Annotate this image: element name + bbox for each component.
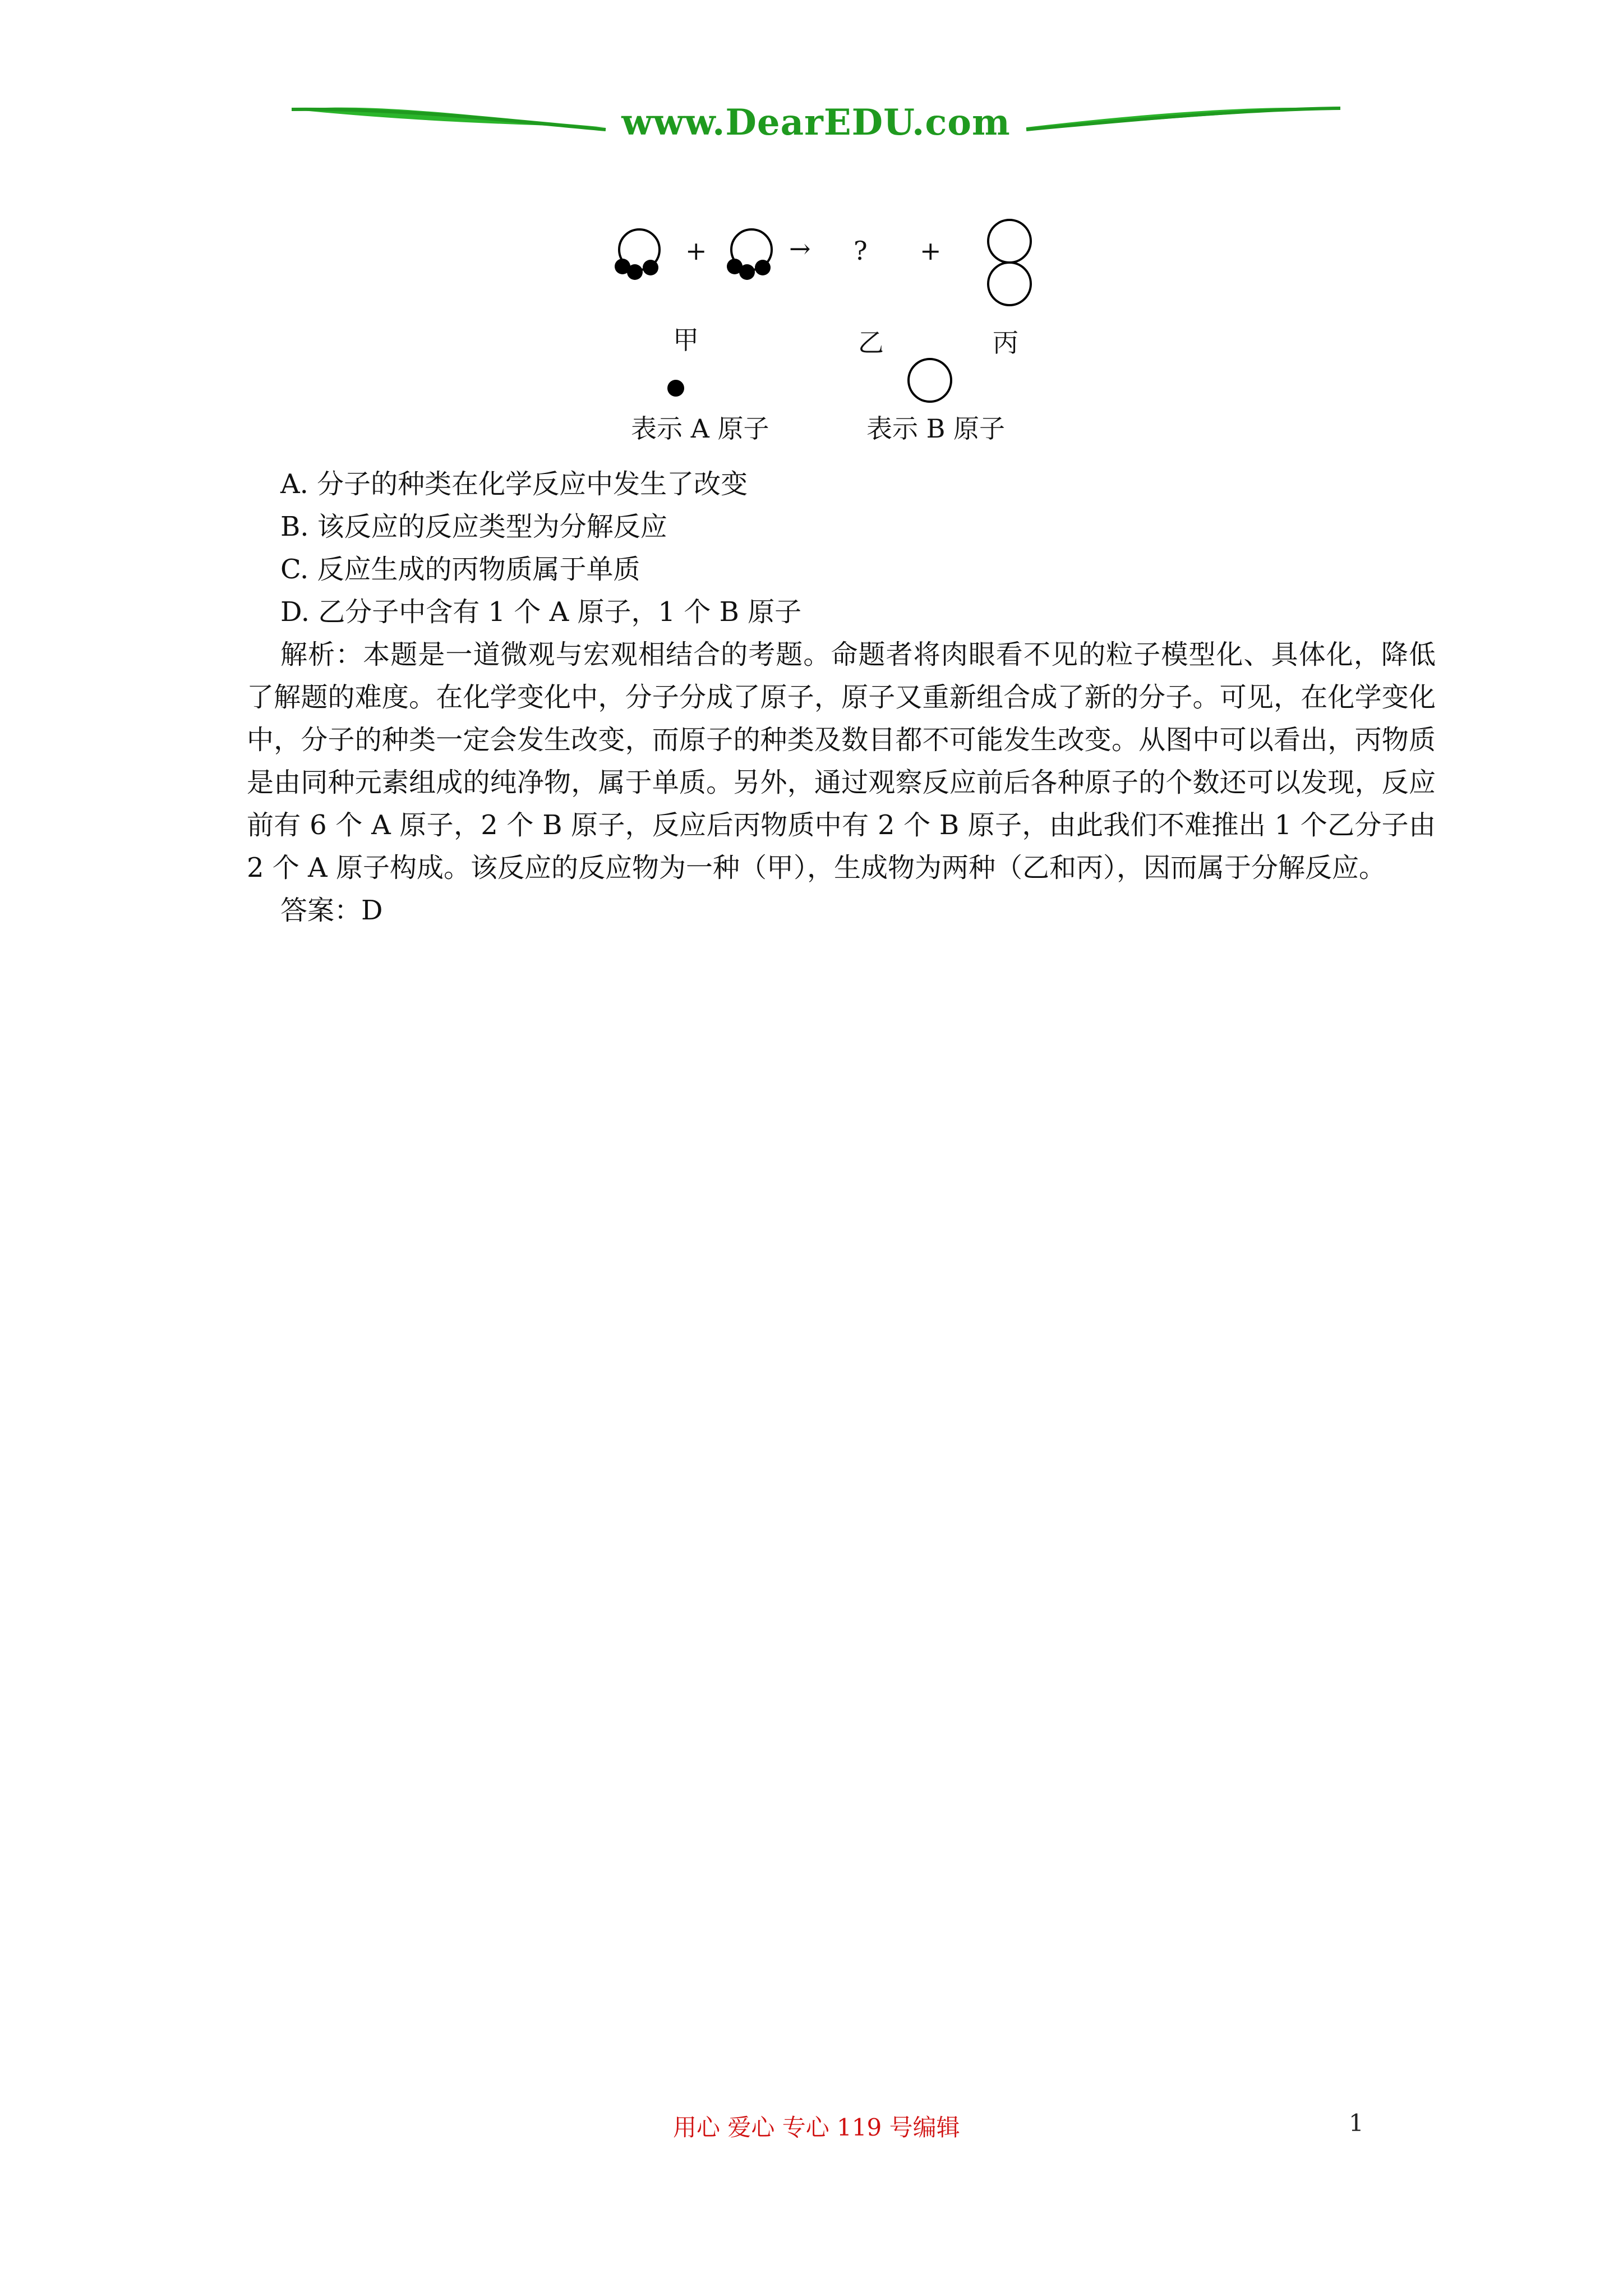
unknown-product: ?: [854, 236, 868, 266]
molecule-jia-2: [727, 229, 772, 280]
molecule-jia-1: [615, 229, 660, 280]
legend-b-text: 表示 B 原子: [866, 413, 1006, 444]
site-header: [292, 93, 1340, 154]
reaction-arrow: →: [789, 233, 811, 264]
site-brand: www.DearEDU.com: [621, 102, 1011, 144]
option-c: C. 反应生成的丙物质属于单质: [280, 554, 640, 585]
molecule-bing: [988, 220, 1031, 305]
question-content: [247, 463, 1436, 932]
analysis-paragraph: 解析：本题是一道微观与宏观相结合的考题。命题者将肉眼看不见的粒子模型化、具体化，降低了解题的难度。在化学变化中，分子分成了原子，原子又重新组合成了新的分子。可见，在化学变化中，分子的种类一定会发生改变，而原子的种类及数目都不可能发生改变。从图中可以看出，丙物质是由同种元素组成的纯净物，属于单质。另外，通过观察反应前后各种原子的个数还可以发现，反应前有 6 个 A 原子，2 个 B 原子，反应后丙物质中有 2 个 B 原子，由此我们不难推出 1 个乙分子由 2 个 A 原子构成。该反应的反应物为一种（甲），生成物为两种（乙和丙），因而属于分解反应。: [247, 639, 1436, 884]
reaction-diagram: [589, 213, 1066, 449]
page-number: 1: [1349, 2109, 1364, 2137]
label-bing: 丙: [993, 328, 1018, 358]
atom-b-legend-circle: [909, 359, 951, 402]
page-footer: [0, 2109, 1623, 2143]
atom-a-legend-dot: [667, 380, 684, 397]
option-d: D. 乙分子中含有 1 个 A 原子，1 个 B 原子: [280, 596, 802, 628]
label-yi: 乙: [858, 328, 884, 358]
option-b: B. 该反应的反应类型为分解反应: [280, 511, 667, 542]
legend-a-text: 表示 A 原子: [631, 413, 769, 444]
footer-editor-note: 用心 爱心 专心 119 号编辑: [673, 2114, 960, 2141]
answer-line: 答案：D: [280, 895, 383, 926]
plus-sign-2: +: [920, 236, 942, 266]
label-jia: 甲: [673, 325, 699, 355]
plus-sign-1: +: [685, 236, 707, 266]
option-a: A. 分子的种类在化学反应中发生了改变: [280, 468, 748, 500]
